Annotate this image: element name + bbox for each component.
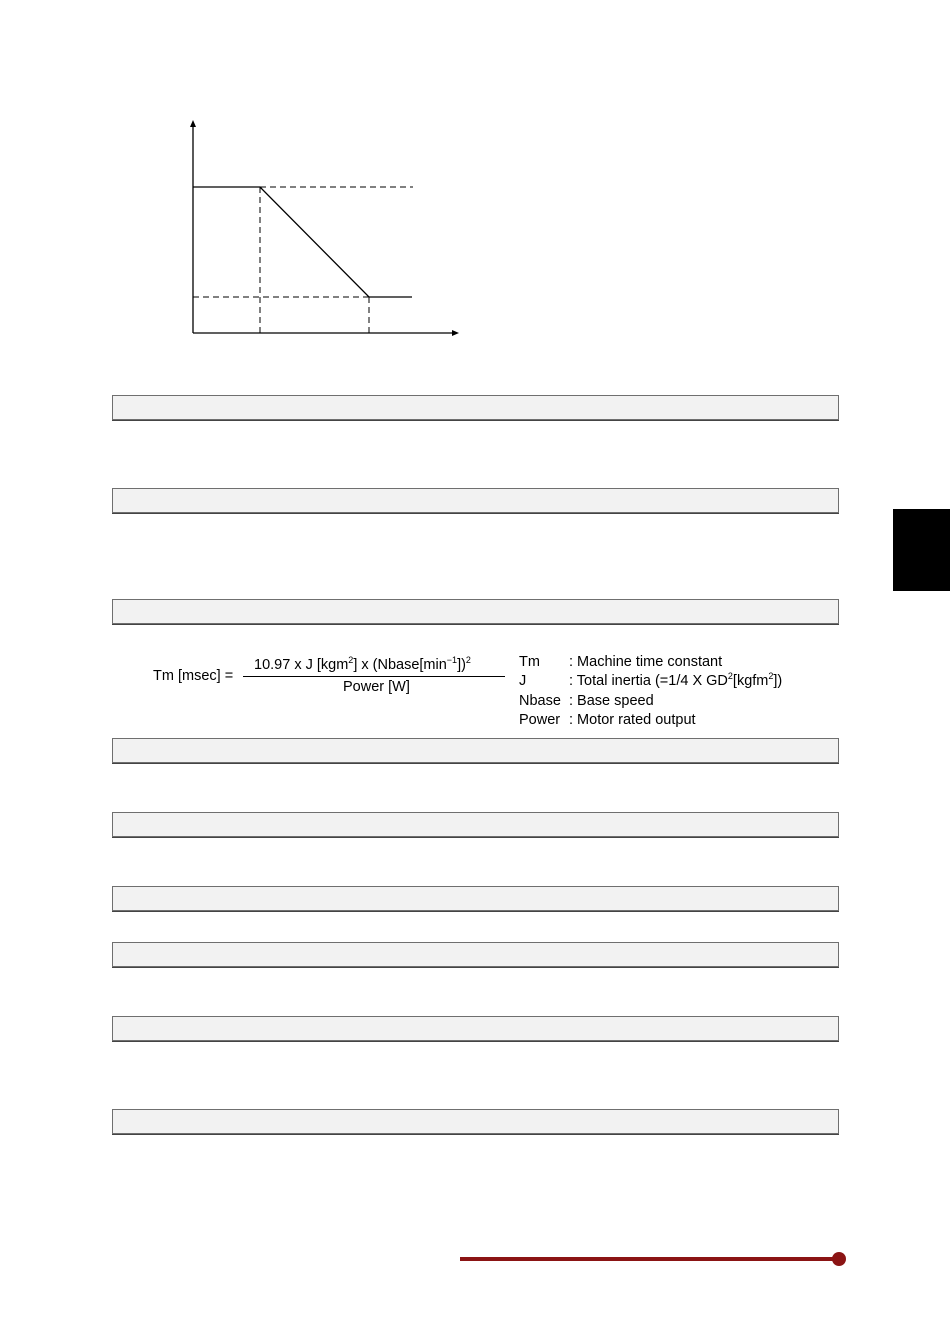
formula-numerator [254, 657, 471, 673]
definition-term: Power [519, 711, 561, 728]
definition-text [569, 672, 782, 691]
definition-text-mid: [kgfm [732, 673, 769, 690]
definition-text: : Motor rated output [569, 711, 696, 728]
footer-accent-dot [832, 1252, 846, 1266]
definition-text-end: ]) [773, 673, 783, 690]
y-axis-arrow [190, 120, 196, 127]
definition-sup-2: 2 [768, 671, 774, 682]
characteristic-graph [0, 0, 950, 400]
fraction-line [243, 676, 505, 677]
section-bar-3 [112, 599, 839, 624]
section-bar-7 [112, 942, 839, 967]
section-bar-2 [112, 488, 839, 513]
section-bar-5 [112, 812, 839, 837]
section-bar-8 [112, 1016, 839, 1041]
characteristic-curve [193, 187, 412, 297]
definition-text: : Machine time constant [569, 654, 723, 670]
definition-sup-1: 2 [727, 671, 733, 682]
section-bar-4 [112, 738, 839, 763]
definition-term: J [519, 673, 527, 690]
numerator-close: ]) [457, 657, 466, 673]
formula-denominator: Power [W] [343, 679, 410, 695]
chapter-tab [893, 509, 950, 591]
footer-accent-line [460, 1257, 838, 1261]
numerator-exponent: −1 [446, 655, 458, 665]
numerator-coef: 10.97 x J [kgm [254, 657, 349, 673]
definition-term: Nbase [519, 692, 561, 709]
formula-lhs: Tm [msec] = [153, 668, 234, 684]
definition-text: : Base speed [569, 692, 654, 709]
numerator-sup-1: 2 [348, 655, 354, 665]
machine-time-constant-formula [153, 655, 513, 700]
numerator-sup-2: 2 [465, 655, 471, 665]
section-bar-6 [112, 886, 839, 911]
x-axis-arrow [452, 330, 459, 336]
section-bar-9 [112, 1109, 839, 1134]
definition-text-main: : Total inertia (=1/4 X GD [569, 673, 728, 690]
definition-term: Tm [519, 654, 540, 670]
section-bar-1 [112, 395, 839, 420]
numerator-mid: ] x (Nbase[min [353, 657, 447, 673]
